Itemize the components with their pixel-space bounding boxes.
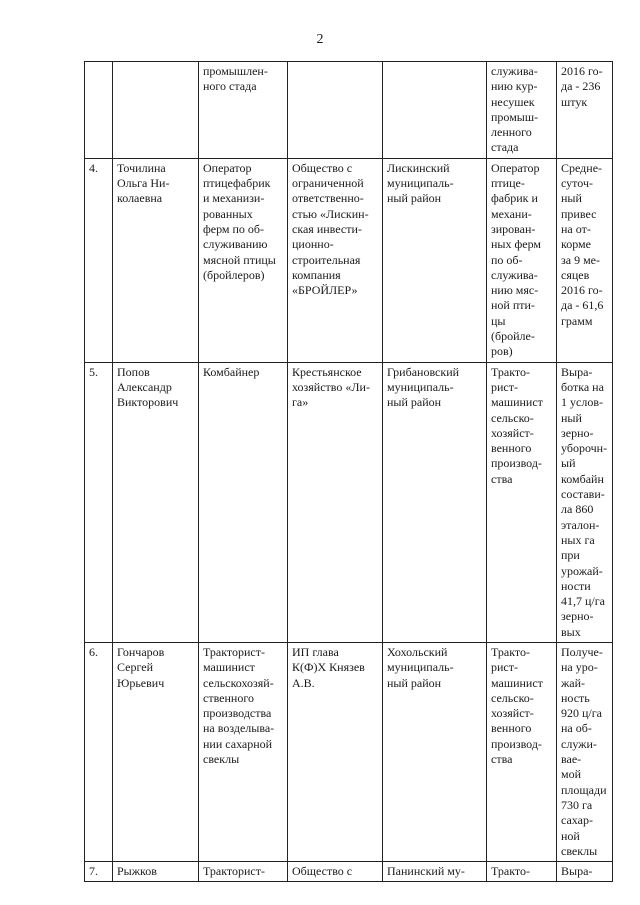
organization-cell (288, 62, 383, 159)
cell-text-line: ности (561, 578, 591, 593)
cell-text-line: (бройле- (491, 329, 535, 344)
cell-text-line: 4. (89, 160, 98, 175)
table-row (85, 362, 613, 642)
cell-text-line: сяцев (561, 267, 590, 282)
cell-text-line: Ольга Ни- (117, 176, 170, 191)
organization-cell (288, 362, 383, 642)
cell-text-line: Оператор (203, 160, 252, 175)
cell-text-line: Юрьевич (117, 675, 165, 690)
cell-text-line: А.В. (292, 675, 315, 690)
region-cell (383, 362, 487, 642)
cell-text-line: зирован- (491, 221, 536, 236)
cell-text-line: штук (561, 94, 588, 109)
cell-text-line: хозяйство «Ли- (292, 379, 370, 394)
cell-text-line: Тракто- (491, 644, 530, 659)
cell-text-line: Получе- (561, 644, 603, 659)
region-cell (383, 642, 487, 861)
cell-text-line: да - 236 (561, 79, 601, 94)
cell-text-line: сельско- (491, 690, 534, 705)
cell-text-line: 41,7 ц/га (561, 594, 606, 609)
cell-text-line: Рыжков (117, 864, 157, 879)
cell-text-line: ственного (203, 690, 254, 705)
result-cell (557, 362, 613, 642)
cell-text-line: компания (292, 267, 341, 282)
cell-text-line: жай- (561, 675, 586, 690)
cell-text-line: служиванию (203, 237, 268, 252)
cell-text-line: птице- (491, 176, 525, 191)
cell-text-line: нию кур- (491, 79, 538, 94)
cell-text-line: вае- (561, 752, 582, 767)
cell-text-line: Тракторист- (203, 644, 265, 659)
cell-text-line: Точилина (117, 160, 166, 175)
cell-text-line: ства (491, 471, 513, 486)
region-cell (383, 158, 487, 362)
cell-text-line: грамм (561, 313, 593, 328)
cell-text-line: корме (561, 237, 591, 252)
cell-text-line: промыш- (491, 109, 539, 124)
cell-text-line: урожай- (561, 563, 603, 578)
cell-text-line: Выра- (561, 864, 593, 879)
cell-text-line: Оператор (491, 160, 540, 175)
result-cell (557, 862, 613, 882)
cell-text-line: птицефабрик (203, 176, 271, 191)
cell-text-line: ной пти- (491, 298, 535, 313)
cell-text-line: вых (561, 624, 581, 639)
cell-text-line: при (561, 548, 580, 563)
specialty-cell (487, 362, 557, 642)
row-number-cell (85, 642, 113, 861)
cell-text-line: служива- (491, 267, 538, 282)
cell-text-line: ый (561, 456, 576, 471)
cell-text-line: зерно- (561, 609, 594, 624)
cell-text-line: хозяйст- (491, 706, 534, 721)
result-cell (557, 158, 613, 362)
cell-text-line: несушек (491, 94, 535, 109)
cell-text-line: рованных (203, 206, 253, 221)
cell-text-line: свеклы (203, 752, 240, 767)
table-row (85, 642, 613, 861)
cell-text-line: сельско- (491, 410, 534, 425)
cell-text-line: на от- (561, 221, 591, 236)
row-number-cell (85, 158, 113, 362)
cell-text-line: ный район (387, 191, 442, 206)
cell-text-line: Панинский му- (387, 864, 465, 879)
cell-text-line: нии сахарной (203, 736, 273, 751)
cell-text-line: Лискинский (387, 160, 450, 175)
cell-text-line: ных га (561, 532, 595, 547)
cell-text-line: ный район (387, 395, 442, 410)
cell-text-line: ный район (387, 675, 442, 690)
cell-text-line: фабрик и (491, 191, 538, 206)
position-cell (199, 862, 288, 882)
cell-text-line: ответственно- (292, 191, 364, 206)
cell-text-line: муниципаль- (387, 176, 454, 191)
cell-text-line: ства (491, 752, 513, 767)
cell-text-line: состави- (561, 487, 605, 502)
cell-text-line: 2016 го- (561, 283, 603, 298)
position-cell (199, 158, 288, 362)
cell-text-line: рист- (491, 660, 518, 675)
cell-text-line: (бройлеров) (203, 267, 265, 282)
cell-text-line: служи- (561, 736, 597, 751)
specialty-cell (487, 158, 557, 362)
name-cell (113, 862, 199, 882)
table-body (85, 62, 613, 882)
cell-text-line: мясной птицы (203, 252, 276, 267)
position-cell (199, 62, 288, 159)
cell-text-line: машинист (491, 395, 543, 410)
position-cell (199, 642, 288, 861)
cell-text-line: 6. (89, 644, 98, 659)
region-cell (383, 62, 487, 159)
cell-text-line: ных ферм (491, 237, 541, 252)
table-row (85, 158, 613, 362)
cell-text-line: нию мяс- (491, 283, 539, 298)
page-number: 2 (316, 32, 324, 47)
cell-text-line: ность (561, 690, 590, 705)
cell-text-line: по об- (491, 252, 523, 267)
cell-text-line: свеклы (561, 843, 598, 858)
row-number-cell (85, 362, 113, 642)
cell-text-line: ла 860 (561, 502, 594, 517)
cell-text-line: хозяйст- (491, 425, 534, 440)
cell-text-line: Грибановский (387, 364, 460, 379)
cell-text-line: 5. (89, 364, 98, 379)
cell-text-line: на об- (561, 721, 592, 736)
name-cell (113, 642, 199, 861)
cell-text-line: ленного (491, 125, 532, 140)
cell-text-line: производства (203, 706, 272, 721)
specialty-cell (487, 862, 557, 882)
cell-text-line: Общество с (292, 864, 353, 879)
cell-text-line: ный (561, 191, 582, 206)
table-row (85, 862, 613, 882)
cell-text-line: Тракторист- (203, 864, 265, 879)
specialty-cell (487, 62, 557, 159)
cell-text-line: ров) (491, 344, 513, 359)
cell-text-line: рист- (491, 379, 518, 394)
cell-text-line: «БРОЙЛЕР» (292, 283, 358, 298)
cell-text-line: Хохольский (387, 644, 448, 659)
cell-text-line: машинист (491, 675, 543, 690)
name-cell (113, 62, 199, 159)
cell-text-line: муниципаль- (387, 660, 454, 675)
cell-text-line: Средне- (561, 160, 603, 175)
cell-text-line: ный (561, 410, 582, 425)
cell-text-line: комбайн (561, 471, 604, 486)
row-number-cell (85, 62, 113, 159)
cell-text-line: суточ- (561, 176, 593, 191)
cell-text-line: К(Ф)Х Князев (292, 660, 365, 675)
cell-text-line: и механизи- (203, 191, 265, 206)
cell-text-line: Попов (117, 364, 150, 379)
cell-text-line: Комбайнер (203, 364, 260, 379)
cell-text-line: Александр (117, 379, 172, 394)
cell-text-line: зерно- (561, 425, 594, 440)
cell-text-line: цы (491, 313, 506, 328)
cell-text-line: уборочн- (561, 441, 608, 456)
cell-text-line: венного (491, 721, 532, 736)
region-cell (383, 862, 487, 882)
cell-text-line: сахар- (561, 813, 593, 828)
result-cell (557, 642, 613, 861)
cell-text-line: ская инвести- (292, 221, 362, 236)
result-cell (557, 62, 613, 159)
cell-text-line: служива- (491, 64, 538, 78)
specialty-cell (487, 642, 557, 861)
cell-text-line: на возделыва- (203, 721, 275, 736)
organization-cell (288, 158, 383, 362)
position-cell (199, 362, 288, 642)
cell-text-line: механи- (491, 206, 532, 221)
cell-text-line: Гончаров (117, 644, 165, 659)
cell-text-line: колаевна (117, 191, 163, 206)
cell-text-line: ной (561, 828, 580, 843)
cell-text-line: производ- (491, 736, 542, 751)
row-number-cell (85, 862, 113, 882)
table-row (85, 62, 613, 159)
cell-text-line: площади (561, 782, 607, 797)
cell-text-line: Тракто- (491, 864, 530, 879)
cell-text-line: да - 61,6 (561, 298, 604, 313)
name-cell (113, 158, 199, 362)
cell-text-line: 7. (89, 864, 98, 879)
cell-text-line: Викторович (117, 395, 179, 410)
cell-text-line: эталон- (561, 517, 600, 532)
cell-text-line: ного стада (203, 79, 257, 94)
cell-text-line: венного (491, 441, 532, 456)
cell-text-line: муниципаль- (387, 379, 454, 394)
cell-text-line: производ- (491, 456, 542, 471)
cell-text-line: ферм по об- (203, 221, 265, 236)
cell-text-line: стью «Лискин- (292, 206, 369, 221)
cell-text-line: Выра- (561, 364, 593, 379)
organization-cell (288, 642, 383, 861)
cell-text-line: на уро- (561, 660, 598, 675)
award-nominees-table (84, 61, 613, 882)
cell-text-line: сельскохозяй- (203, 675, 274, 690)
cell-text-line: промышлен- (203, 64, 268, 78)
cell-text-line: стада (491, 140, 519, 155)
cell-text-line: ботка на (561, 379, 604, 394)
cell-text-line: Тракто- (491, 364, 530, 379)
cell-text-line: мой (561, 767, 582, 782)
cell-text-line: га» (292, 395, 309, 410)
cell-text-line: Крестьянское (292, 364, 362, 379)
cell-text-line: ционно- (292, 237, 334, 252)
cell-text-line: за 9 ме- (561, 252, 600, 267)
cell-text-line: Общество с (292, 160, 353, 175)
name-cell (113, 362, 199, 642)
cell-text-line: ИП глава (292, 644, 339, 659)
cell-text-line: строительная (292, 252, 361, 267)
cell-text-line: 2016 го- (561, 64, 603, 78)
cell-text-line: 730 га (561, 797, 593, 812)
cell-text-line: 920 ц/га (561, 706, 603, 721)
cell-text-line: Сергей (117, 660, 153, 675)
cell-text-line: ограниченной (292, 176, 364, 191)
cell-text-line: 1 услов- (561, 395, 603, 410)
cell-text-line: привес (561, 206, 597, 221)
organization-cell (288, 862, 383, 882)
cell-text-line: машинист (203, 660, 255, 675)
